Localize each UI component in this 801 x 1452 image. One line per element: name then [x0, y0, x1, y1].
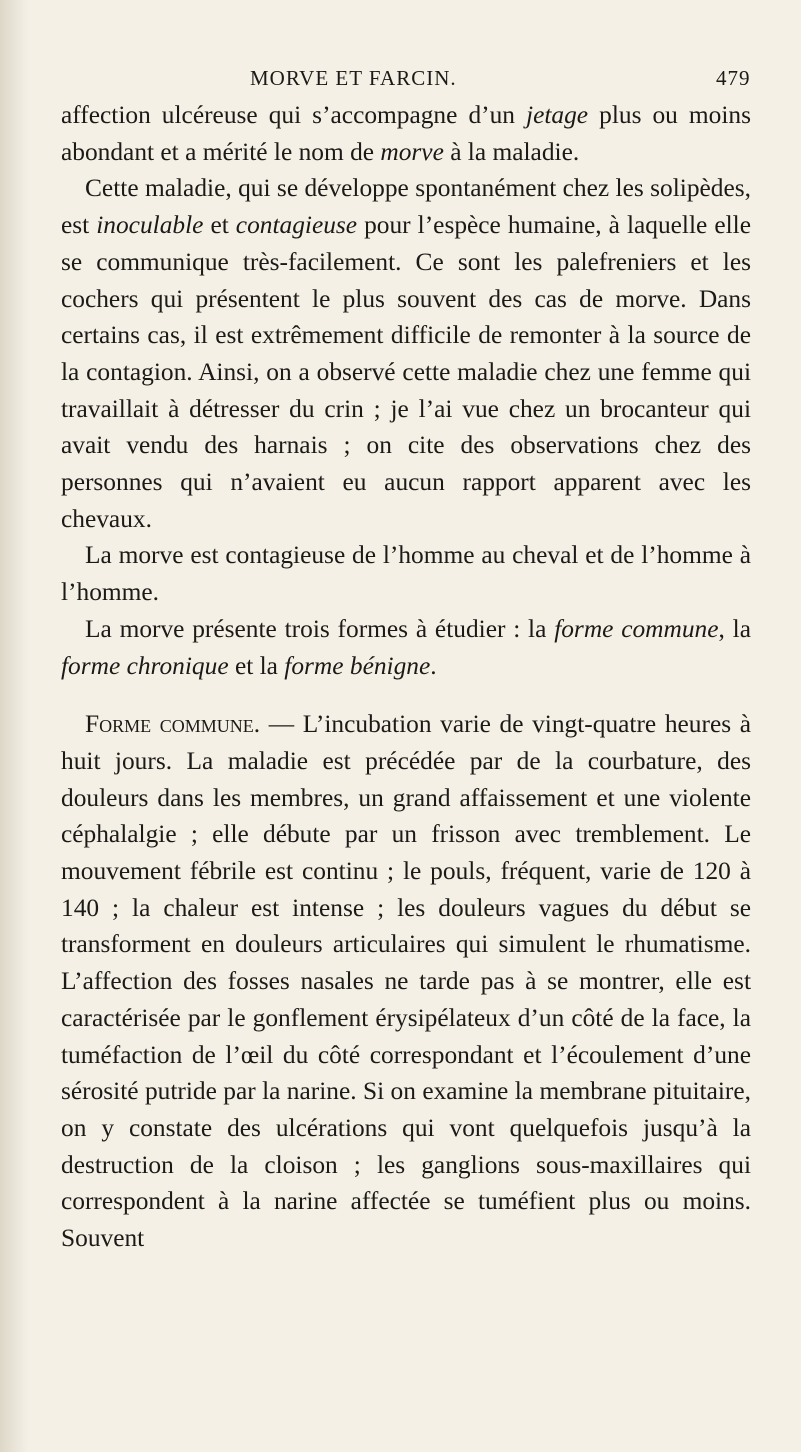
p2-italic-contagieuse: contagieuse: [235, 211, 358, 240]
p1-italic-jetage: jetage: [526, 101, 589, 129]
paragraph-3: La morve est contagieuse de l’homme au cheval et de l’homme à l’homme.: [61, 541, 751, 607]
running-title: MORVE ET FARCIN.: [250, 66, 457, 90]
p4-text-3: et la: [228, 651, 285, 680]
p1-text-2: plus ou moins abondant et a mérité le nom de: [61, 101, 751, 166]
body-text: [61, 97, 751, 1257]
p4-text-2: , la: [718, 614, 751, 643]
page-gutter-shadow: [0, 0, 28, 1452]
p2-italic-inoculable: inoculable: [96, 211, 204, 240]
p4-text-1: La morve présente trois formes à étudier : la: [85, 614, 555, 643]
running-head: [0, 66, 801, 96]
p4-italic-forme-commune: forme commune: [554, 614, 719, 643]
paragraph-5: [61, 706, 751, 1257]
page-number: 479: [716, 66, 751, 90]
p1-italic-morve: morve: [380, 137, 444, 166]
paragraph-4: [61, 611, 751, 684]
p1-text-3: à la maladie.: [443, 137, 580, 166]
p2-text-1: Cette maladie, qui se développe spontanément chez les solipèdes, est: [61, 174, 751, 240]
p1-text-1: affection ulcéreuse qui s’accompagne d’un: [61, 101, 527, 129]
p5-text: — L’incubation varie de vingt-quatre heures à huit jours. La maladie est précédée par de la courbature, des douleurs dans les membres, un grand affaissement et une violente céphalalgie ; elle débute par un frisson avec tremblement. Le mouvement fébrile est continu ; le pouls, fréquent, varie de 120 à 140 ; la chaleur est intense ; les douleurs vagues du début se transforment en douleurs articulaires qui simulent le rhumatisme. L’affection des fosses nasales ne tarde pas à se montrer, elle est caractérisée par le gonflement érysipélateux d’un côté de la face, la tuméfaction de l’œil du côté correspondant et l’écoulement d’une sérosité putride par la narine. Si on examine la membrane pituitaire, on y constate des ulcérations qui vont quelquefois jusqu’à la destruction de la cloison ; les ganglions sous-maxillaires qui correspondent à la narine affectée se tuméfient plus ou moins. Souvent: [61, 710, 751, 1253]
p4-italic-forme-chronique: forme chronique: [61, 651, 229, 680]
p4-text-4: .: [430, 651, 437, 680]
paragraph-1: [61, 97, 751, 170]
section-heading-forme-commune: Forme commune.: [85, 710, 261, 739]
p2-text-3: pour l’espèce humaine, à laquelle elle se communique très-facilement. Ce sont les palefreniers et les cochers qui présentent le plus souvent des cas de morve. Dans certains cas, il est extrêmement difficile de remonter à la source de la contagion. Ainsi, on a observé cette maladie chez une femme qui travaillait à détresser du crin ; je l’ai vue chez un brocanteur qui avait vendu des harnais ; on cite des observations chez des personnes qui n’avaient eu aucun rapport apparent avec les chevaux.: [61, 211, 751, 533]
p4-italic-forme-benigne: forme bénigne: [284, 651, 431, 680]
p2-text-2: et: [203, 211, 236, 240]
paragraph-2: [61, 170, 751, 537]
